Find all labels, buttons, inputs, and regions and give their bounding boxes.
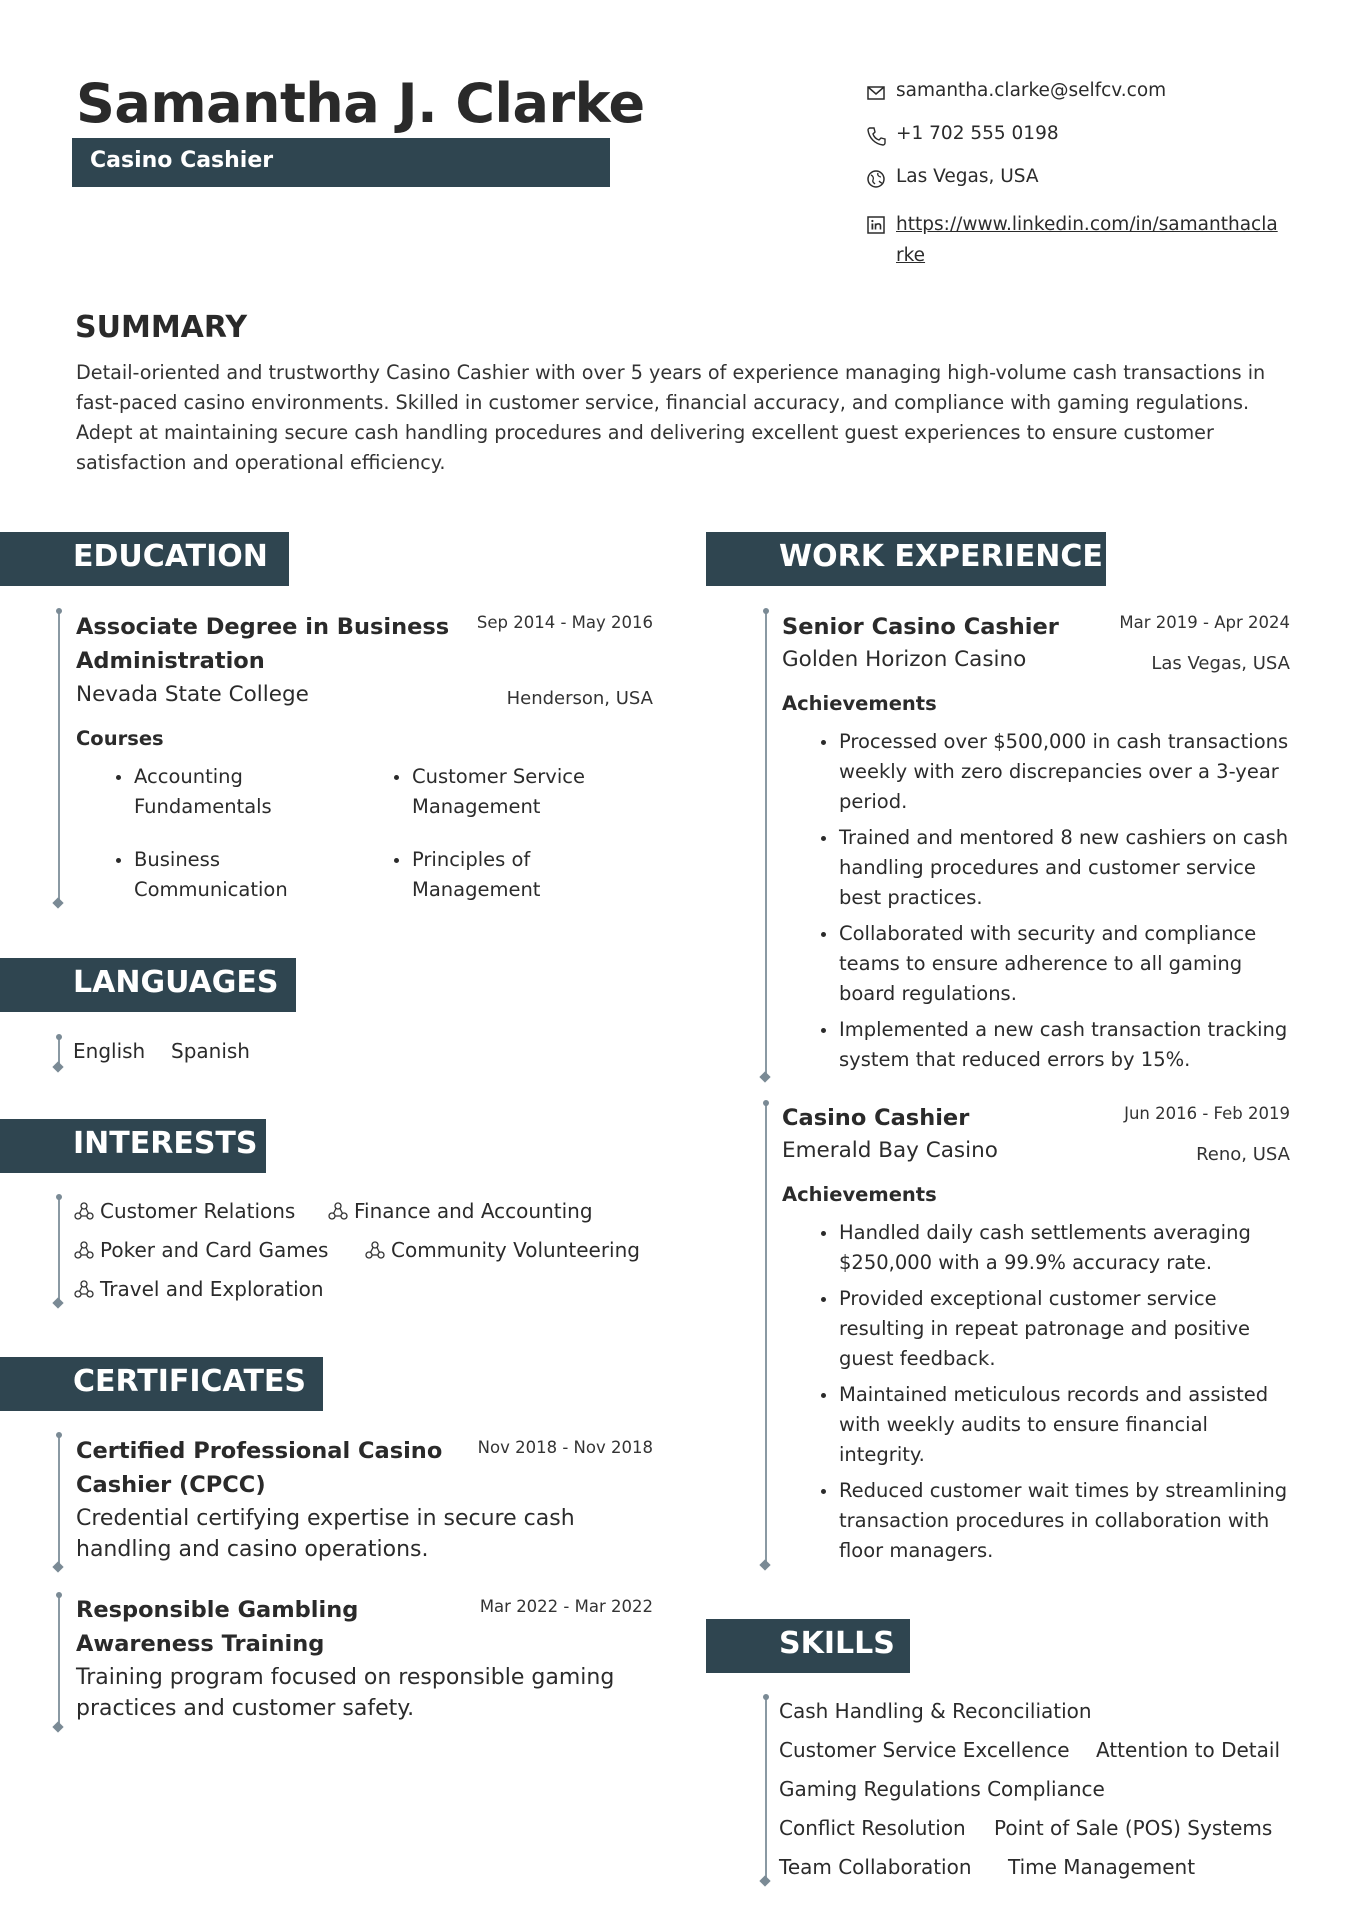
phone-icon (866, 126, 886, 146)
achievements-heading: Achievements (782, 692, 937, 715)
interest-item: Travel and Exploration (74, 1277, 324, 1301)
summary-heading: SUMMARY (75, 310, 248, 345)
skill-item: Conflict Resolution (779, 1816, 966, 1840)
summary-text: Detail-oriented and trustworthy Casino Cashier with over 5 years of experience managing high-volume cash transactions in fast-paced casino environments. Skilled in customer service, financial accuracy, and compliance with gaming regulations. Adept at maintaining secure cash handling procedures and delivering excellent guest experiences to ensure customer satisfaction and operational efficiency. (76, 361, 1266, 474)
achievement-item: Trained and mentored 8 new cashiers on cash handling procedures and customer service best practices. (815, 823, 1295, 913)
interests-heading: INTERESTS (0, 1119, 266, 1173)
globe-icon (866, 169, 886, 189)
certificate-title: Certified Professional Casino Cashier (CPCC) (76, 1438, 443, 1498)
certificate-timeline (58, 1596, 60, 1726)
education-timeline (58, 612, 60, 902)
skill-item: Point of Sale (POS) Systems (994, 1816, 1273, 1840)
network-icon (365, 1241, 385, 1259)
linkedin-icon (866, 215, 886, 235)
interest-item: Customer Relations (74, 1199, 295, 1223)
achievement-item: Processed over $500,000 in cash transactions weekly with zero discrepancies over a 3-year period. (815, 727, 1295, 817)
certificate-description: Credential certifying expertise in secure cash handling and casino operations. (76, 1506, 575, 1562)
language-item: Spanish (171, 1039, 250, 1063)
skill-item: Attention to Detail (1096, 1738, 1281, 1762)
job-timeline (765, 612, 767, 1076)
achievement-item: Collaborated with security and compliance teams to ensure adherence to all gaming board regulations. (815, 919, 1295, 1009)
languages-timeline (58, 1038, 60, 1066)
skills-heading: SKILLS (706, 1619, 910, 1673)
achievement-item: Reduced customer wait times by streamlining transaction procedures in collaboration with floor managers. (815, 1476, 1295, 1566)
contact-phone[interactable] (866, 123, 1059, 146)
envelope-icon (866, 83, 886, 103)
contact-linkedin[interactable] (866, 209, 1278, 271)
school-name: Nevada State College (76, 682, 309, 707)
achievement-item: Maintained meticulous records and assisted with weekly audits to ensure financial integrity. (815, 1380, 1295, 1470)
interest-item: Poker and Card Games (74, 1238, 328, 1262)
network-icon (328, 1202, 348, 1220)
job-dates: Jun 2016 - Feb 2019 (1124, 1104, 1290, 1123)
interest-item: Community Volunteering (365, 1238, 640, 1262)
course-item: Accounting Fundamentals (110, 762, 272, 822)
contact-email-text: samantha.clarke@selfcv.com (896, 80, 1167, 101)
degree-title: Associate Degree in Business Administration (76, 614, 450, 674)
certificate-timeline (58, 1436, 60, 1566)
network-icon (74, 1241, 94, 1259)
skill-item: Customer Service Excellence (779, 1738, 1070, 1762)
skill-item: Gaming Regulations Compliance (779, 1777, 1105, 1801)
contact-location (866, 166, 1039, 189)
interest-item: Finance and Accounting (328, 1199, 593, 1223)
contact-phone-text: +1 702 555 0198 (896, 123, 1059, 144)
achievements-list (815, 1218, 1295, 1572)
work-experience-heading: WORK EXPERIENCE (706, 532, 1106, 586)
contact-location-text: Las Vegas, USA (896, 166, 1039, 187)
certificate-title: Responsible Gambling Awareness Training (76, 1597, 359, 1657)
skill-item: Cash Handling & Reconciliation (779, 1699, 1092, 1723)
job-dates: Mar 2019 - Apr 2024 (1119, 613, 1290, 632)
job-location: Reno, USA (1196, 1144, 1290, 1165)
achievement-item: Handled daily cash settlements averaging $250,000 with a 99.9% accuracy rate. (815, 1218, 1295, 1278)
company-name: Emerald Bay Casino (782, 1138, 998, 1163)
education-heading: EDUCATION (0, 532, 289, 586)
course-item: Business Communication (110, 845, 288, 905)
certificates-heading: CERTIFICATES (0, 1357, 323, 1411)
education-dates: Sep 2014 - May 2016 (476, 613, 653, 632)
candidate-name: Samantha J. Clarke (76, 72, 645, 135)
school-location: Henderson, USA (506, 688, 653, 709)
skill-item: Team Collaboration (779, 1855, 972, 1879)
network-icon (74, 1202, 94, 1220)
linkedin-link[interactable]: https://www.linkedin.com/in/samanthacla rke (896, 214, 1278, 266)
job-title: Senior Casino Cashier (782, 614, 1059, 640)
achievements-heading: Achievements (782, 1183, 937, 1206)
certificate-dates: Nov 2018 - Nov 2018 (477, 1438, 653, 1457)
certificate-description: Training program focused on responsible gaming practices and customer safety. (76, 1665, 615, 1721)
achievements-list (815, 727, 1295, 1081)
achievement-item: Implemented a new cash transaction tracking system that reduced errors by 15%. (815, 1015, 1295, 1075)
company-name: Golden Horizon Casino (782, 647, 1027, 672)
courses-heading: Courses (76, 727, 164, 750)
languages-heading: LANGUAGES (0, 958, 296, 1012)
job-location: Las Vegas, USA (1151, 653, 1290, 674)
skill-item: Time Management (1008, 1855, 1196, 1879)
network-icon (74, 1280, 94, 1298)
job-title-banner: Casino Cashier (72, 138, 610, 187)
interests-timeline (58, 1198, 60, 1302)
achievement-item: Provided exceptional customer service resulting in repeat patronage and positive guest feedback. (815, 1284, 1295, 1374)
skills-timeline (765, 1698, 767, 1880)
contact-email[interactable] (866, 80, 1166, 103)
job-title: Casino Cashier (782, 1105, 970, 1131)
course-item: Customer Service Management (388, 762, 585, 822)
language-item: English (73, 1039, 146, 1063)
certificate-dates: Mar 2022 - Mar 2022 (479, 1597, 653, 1616)
course-item: Principles of Management (388, 845, 540, 905)
job-timeline (765, 1104, 767, 1564)
